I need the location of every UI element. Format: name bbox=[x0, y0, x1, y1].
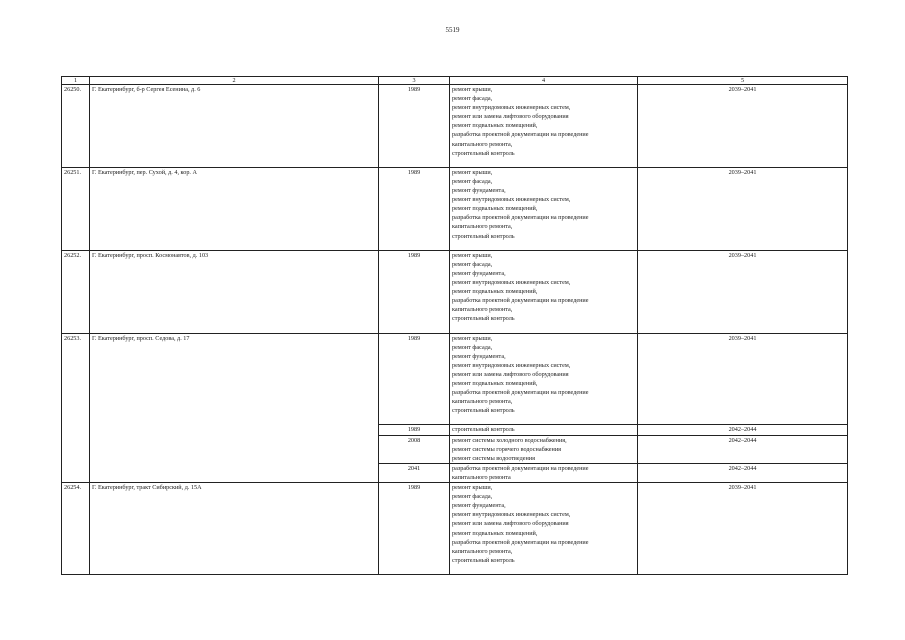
work-item: разработка проектной документации на проведение bbox=[452, 131, 589, 139]
work-item: разработка проектной документации на проведение bbox=[452, 214, 589, 222]
period-cell: 2039–2041 bbox=[638, 333, 848, 425]
work-item: ремонт крыши, bbox=[452, 251, 493, 259]
table-row bbox=[62, 333, 848, 425]
column-header-5: 5 bbox=[638, 77, 848, 85]
work-item: капитального ремонта, bbox=[452, 547, 513, 555]
work-item: строительный контроль bbox=[452, 556, 515, 564]
work-item: разработка проектной документации на проведение bbox=[452, 538, 589, 546]
table-body bbox=[62, 77, 848, 575]
work-item: ремонт фасада, bbox=[452, 343, 493, 351]
works-cell bbox=[450, 333, 638, 425]
building-address: Г. Екатеринбург, пер. Сухой, д. 4, кор. А bbox=[90, 167, 379, 250]
work-item: ремонт или замена лифтового оборудования bbox=[452, 370, 569, 378]
period-cell: 2039–2041 bbox=[638, 85, 848, 168]
building-address: Г. Екатеринбург, б-р Сергея Есенина, д. 6 bbox=[90, 85, 379, 168]
work-item: ремонт подвальных помещений, bbox=[452, 288, 538, 296]
record-number: 26252. bbox=[62, 250, 90, 333]
record-number: 26253. bbox=[62, 333, 90, 483]
table-row bbox=[62, 85, 848, 168]
work-item: ремонт крыши, bbox=[452, 168, 493, 176]
year-cell: 1989 bbox=[379, 333, 450, 425]
period-cell: 2039–2041 bbox=[638, 167, 848, 250]
work-item: строительный контроль bbox=[452, 426, 515, 434]
work-item: ремонт фасада, bbox=[452, 493, 493, 501]
works-cell bbox=[450, 463, 638, 482]
work-item: ремонт системы горячего водоснабжения bbox=[452, 445, 561, 453]
work-item: ремонт внутридомовых инженерных систем, bbox=[452, 196, 571, 204]
works-cell bbox=[450, 85, 638, 168]
year-cell: 1989 bbox=[379, 250, 450, 333]
work-item: капитального ремонта, bbox=[452, 140, 513, 148]
work-item: капитального ремонта, bbox=[452, 306, 513, 314]
work-item: ремонт фасада, bbox=[452, 95, 493, 103]
works-cell bbox=[450, 250, 638, 333]
building-address: Г. Екатеринбург, просп. Седова, д. 17 bbox=[90, 333, 379, 483]
work-item: капитального ремонта bbox=[452, 473, 511, 481]
work-item: капитального ремонта, bbox=[452, 223, 513, 231]
works-cell bbox=[450, 483, 638, 575]
table-row bbox=[62, 167, 848, 250]
year-cell: 1989 bbox=[379, 483, 450, 575]
work-item: ремонт или замена лифтового оборудования bbox=[452, 113, 569, 121]
column-number-row bbox=[62, 77, 848, 85]
year-cell: 1989 bbox=[379, 425, 450, 435]
column-header-4: 4 bbox=[450, 77, 638, 85]
period-cell: 2042–2044 bbox=[638, 435, 848, 463]
work-item: ремонт фасада, bbox=[452, 177, 493, 185]
work-item: капитального ремонта, bbox=[452, 398, 513, 406]
work-item: разработка проектной документации на проведение bbox=[452, 464, 589, 472]
work-item: разработка проектной документации на проведение bbox=[452, 389, 589, 397]
record-number: 26251. bbox=[62, 167, 90, 250]
work-item: ремонт внутридомовых инженерных систем, bbox=[452, 361, 571, 369]
works-cell bbox=[450, 435, 638, 463]
work-item: ремонт фундамента, bbox=[452, 187, 506, 195]
work-item: ремонт фундамента, bbox=[452, 269, 506, 277]
year-cell: 2041 bbox=[379, 463, 450, 482]
period-cell: 2042–2044 bbox=[638, 463, 848, 482]
work-item: строительный контроль bbox=[452, 149, 515, 157]
work-item: ремонт фундамента, bbox=[452, 352, 506, 360]
work-item: строительный контроль bbox=[452, 315, 515, 323]
work-item: ремонт крыши, bbox=[452, 334, 493, 342]
column-header-2: 2 bbox=[90, 77, 379, 85]
building-address: Г. Екатеринбург, тракт Сибирский, д. 15А bbox=[90, 483, 379, 575]
record-number: 26250. bbox=[62, 85, 90, 168]
year-cell: 1989 bbox=[379, 167, 450, 250]
work-item: ремонт внутридомовых инженерных систем, bbox=[452, 278, 571, 286]
works-cell bbox=[450, 425, 638, 435]
work-item: ремонт крыши, bbox=[452, 484, 493, 492]
work-item: ремонт подвальных помещений, bbox=[452, 529, 538, 537]
column-header-3: 3 bbox=[379, 77, 450, 85]
work-item: ремонт внутридомовых инженерных систем, bbox=[452, 511, 571, 519]
work-item: разработка проектной документации на проведение bbox=[452, 297, 589, 305]
work-item: ремонт системы водоотведения bbox=[452, 454, 535, 462]
works-cell bbox=[450, 167, 638, 250]
work-item: ремонт или замена лифтового оборудования bbox=[452, 520, 569, 528]
page-number: 5519 bbox=[445, 26, 460, 34]
work-item: ремонт крыши, bbox=[452, 86, 493, 93]
period-cell: 2042–2044 bbox=[638, 425, 848, 435]
work-item: ремонт подвальных помещений, bbox=[452, 380, 538, 387]
work-item: ремонт внутридомовых инженерных систем, bbox=[452, 104, 571, 112]
work-item: ремонт подвальных помещений, bbox=[452, 205, 538, 213]
table-row bbox=[62, 250, 848, 333]
building-address: Г. Екатеринбург, просп. Космонавтов, д. 103 bbox=[90, 250, 379, 333]
record-number: 26254. bbox=[62, 483, 90, 575]
work-item: ремонт подвальных помещений, bbox=[452, 122, 538, 130]
year-cell: 2008 bbox=[379, 435, 450, 463]
work-item: ремонт системы холодного водоснабжения, bbox=[452, 436, 567, 444]
work-item: ремонт фундамента, bbox=[452, 502, 506, 510]
period-cell: 2039–2041 bbox=[638, 483, 848, 575]
work-item: ремонт фасада, bbox=[452, 260, 493, 268]
work-item: строительный контроль bbox=[452, 232, 515, 240]
repair-schedule-table bbox=[61, 76, 848, 575]
period-cell: 2039–2041 bbox=[638, 250, 848, 333]
year-cell: 1989 bbox=[379, 85, 450, 168]
work-item: строительный контроль bbox=[452, 407, 515, 415]
table-row bbox=[62, 483, 848, 575]
column-header-1: 1 bbox=[62, 77, 90, 85]
